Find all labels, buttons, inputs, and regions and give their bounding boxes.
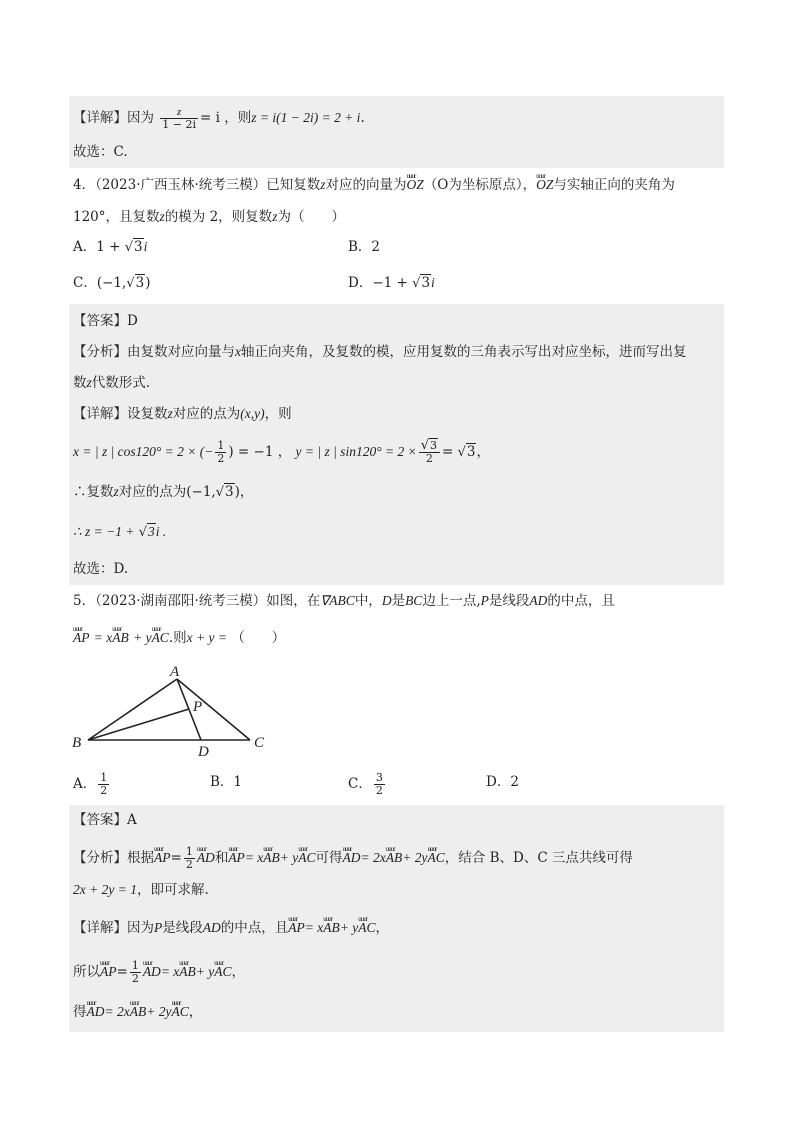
q4-detail-line1: 【详解】设复数z对应的点为(x,y)，则 (73, 406, 292, 422)
label-c: C (254, 735, 265, 751)
q4-answer: 【答案】D (73, 313, 138, 329)
triangle-figure (66, 660, 276, 760)
q5-stem-line1: 5．（2023·湖南邵阳·统考三模）如图，在∇ABC中，D是BC边上一点,P是线段AD的中点，且 (73, 593, 615, 609)
p1-detail-line: 【详解】因为 $\frac{z}{1 - 2i}$ = i ，则z = i(1 − 2i) = 2 + i. (73, 106, 365, 131)
q4-analysis-line1: 【分析】由复数对应向量与x轴正向夹角，及复数的模，应用复数的三角表示写出对应坐标，进而写出复 (73, 344, 687, 360)
q4-therefore1: ∴复数z对应的点为(−1,√3)， (73, 484, 254, 500)
q5-stem-line2: uuur AP = xuuur AB + yuuur AC.则x + y = （ ） (73, 628, 285, 648)
q5-detail-line3: 得uuur AD= 2xuuur AB+ 2yuuur AC， (73, 1002, 202, 1022)
fraction: $\frac{z}{1 - 2i}$ (162, 106, 197, 131)
label-d: D (198, 744, 209, 760)
p1-choose: 故选：C. (73, 144, 128, 160)
q5-analysis-line1: 【分析】根据uuur AP= $\frac{1}{2}$ uuur AD和uuur AP= xuuur AB+ yuuur AC可得uuur AD= 2xuuur AB+ 2yuuur AC，结合 B、D、C 三点共线可得 (73, 846, 633, 871)
q5-option-b[interactable]: B．1 (210, 774, 243, 790)
q5-option-c[interactable]: C． $\frac{3}{2}$ (348, 771, 383, 797)
q4-analysis-line2: 数z代数形式. (73, 375, 151, 391)
q4-calc-line: x = | z | cos120° = 2 × (− $\frac{1}{2}$ ) = −1 ， y = | z | sin120° = 2 × $\frac{√3}{2}$ = √3， (73, 438, 490, 465)
q4-stem-line1: 4．（2023·广西玉林·统考三模）已知复数z对应的向量为uuur OZ（O为坐标原点），uuur OZ与实轴正向的夹角为 (73, 175, 675, 195)
q4-choose: 故选：D. (73, 561, 129, 577)
detail-label: 【详解】 (73, 110, 127, 126)
segment-ab (88, 679, 177, 740)
segment-bp (88, 709, 189, 740)
q5-option-a[interactable]: A． $\frac{1}{2}$ (73, 771, 108, 797)
q4-option-b[interactable]: B．2 (348, 239, 381, 255)
label-a: A (170, 664, 180, 680)
label-p: P (193, 699, 203, 715)
q5-detail-line1: 【详解】因为P是线段AD的中点，且uuur AP= xuuur AB+ yuuur AC， (73, 918, 389, 938)
q4-option-a[interactable]: A．1 + √3i (73, 239, 148, 255)
q5-analysis-line2: 2x + 2y = 1，即可求解. (73, 882, 209, 898)
q4-option-d[interactable]: D．−1 + √3i (348, 275, 435, 291)
q5-answer: 【答案】A (73, 812, 137, 828)
q5-detail-line2: 所以uuur AP= $\frac{1}{2}$ uuur AD= xuuur AB+ yuuur AC， (73, 960, 245, 985)
q4-therefore2: ∴ z = −1 + √3i . (73, 524, 167, 540)
q4-stem-line2: 120°，且复数z的模为 2，则复数z为（ ） (73, 209, 345, 225)
label-b: B (72, 735, 82, 751)
q4-option-c[interactable]: C．(−1,√3) (73, 275, 151, 291)
q5-option-d[interactable]: D．2 (486, 774, 519, 790)
